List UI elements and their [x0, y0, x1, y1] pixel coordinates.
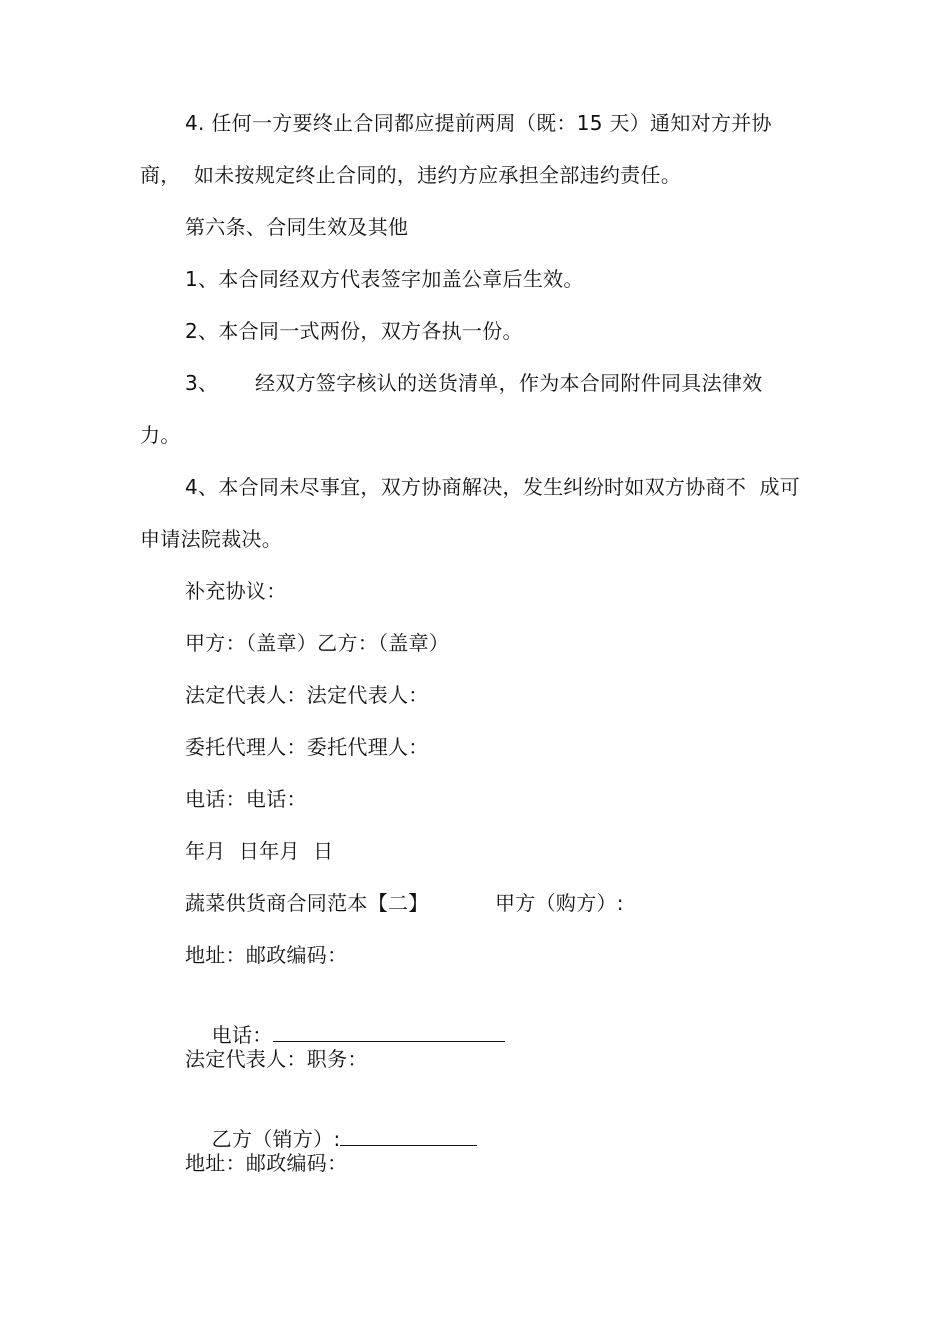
phone-blank: [273, 1023, 505, 1042]
paragraph-line: 4. 任何一方要终止合同都应提前两周（既：15 天）通知对方并协: [185, 111, 772, 135]
party-b-blank: [340, 1127, 477, 1146]
paragraph-line: 商， 如未按规定终止合同的，违约方应承担全部违约责任。: [140, 163, 682, 187]
supplement-heading: 补充协议：: [185, 579, 287, 603]
clause-item: 4、本合同未尽事宜，双方协商解决，发生纠纷时如双方协商不 成可: [185, 475, 801, 499]
clause-text: 经双方签字核认的送货清单，作为本合同附件同具法律效: [255, 371, 763, 395]
clause-text: 力。: [140, 423, 181, 447]
representative-line: 法定代表人：职务：: [185, 1047, 368, 1071]
party-b-label: 乙方（销方）:: [211, 1127, 341, 1151]
clause-text: 申请法院裁决。: [140, 527, 283, 551]
clause-number: 3、: [185, 371, 219, 395]
phone-label: 电话：: [211, 1023, 273, 1047]
clause-item: 2、本合同一式两份，双方各执一份。: [185, 319, 523, 343]
signature-line: 电话：电话：: [185, 787, 307, 811]
party-a-label: 甲方（购方）:: [495, 891, 624, 915]
address-line: 地址：邮政编码：: [185, 943, 348, 967]
clause-item: 1、本合同经双方代表签字加盖公章后生效。: [185, 267, 584, 291]
signature-line: 甲方：（盖章）乙方：（盖章）: [185, 631, 450, 655]
section-heading: 第六条、合同生效及其他: [185, 215, 409, 239]
signature-line: 委托代理人：委托代理人：: [185, 735, 429, 759]
address-line: 地址：邮政编码：: [185, 1151, 348, 1175]
date-line: 年月 日年月 日: [185, 839, 334, 863]
contract-title: 蔬菜供货商合同范本【二】: [185, 891, 429, 915]
signature-line: 法定代表人：法定代表人：: [185, 683, 429, 707]
